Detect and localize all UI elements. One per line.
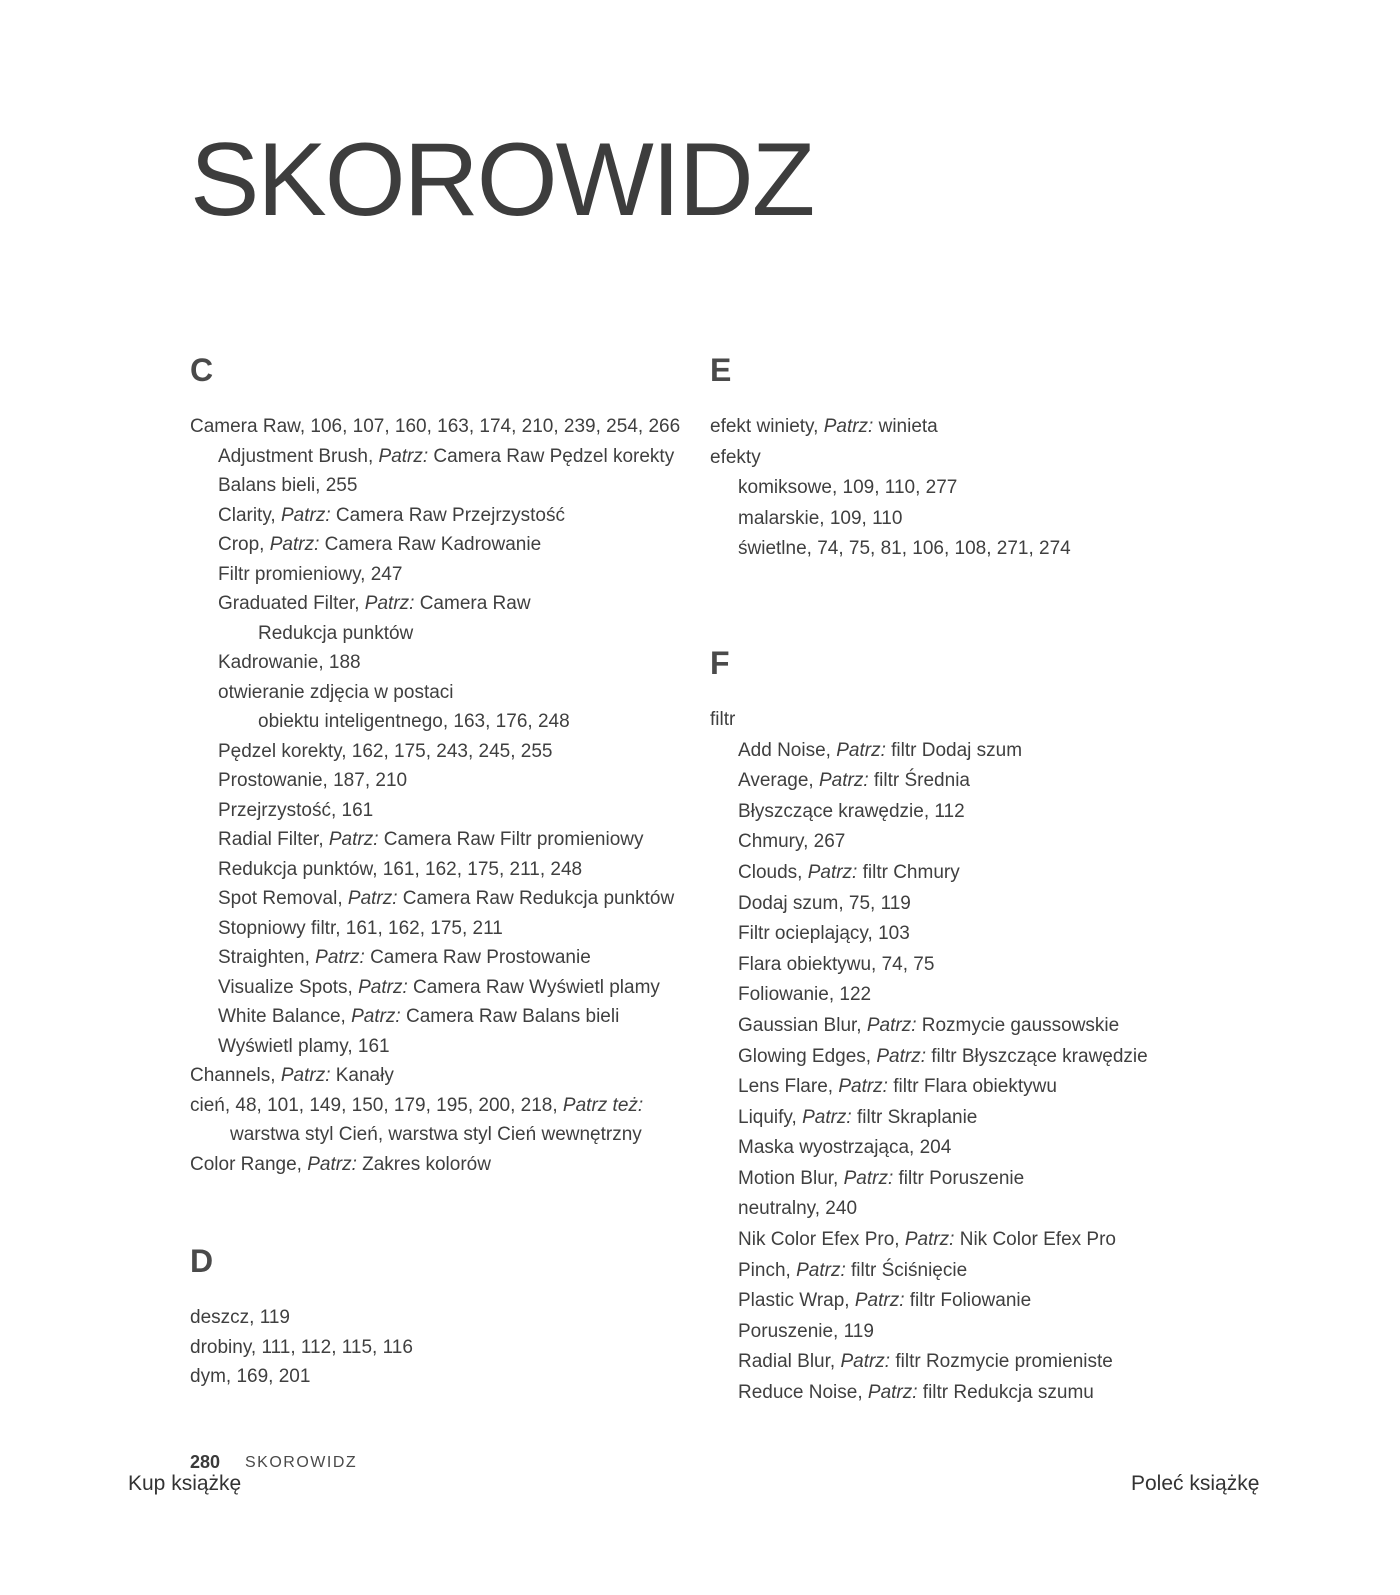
- buy-book-link[interactable]: Kup książkę: [128, 1472, 242, 1495]
- entry-text: Nik Color Efex Pro,: [738, 1229, 905, 1251]
- index-entry: [710, 1072, 1230, 1103]
- entry-text: Liquify,: [738, 1106, 803, 1128]
- index-entry: [710, 1347, 1230, 1378]
- entry-text: Filtr ocieplający, 103: [738, 923, 910, 945]
- entry-text: Nik Color Efex Pro: [954, 1229, 1116, 1251]
- entry-text: winieta: [873, 416, 938, 437]
- entry-text: efekt winiety,: [710, 416, 824, 437]
- entry-text: neutralny, 240: [738, 1198, 858, 1220]
- index-entry: [710, 412, 1230, 443]
- index-entry: [190, 1333, 690, 1363]
- index-section-f: [710, 643, 1230, 1409]
- index-entry: [190, 1032, 690, 1062]
- entry-text: Redukcja punktów, 161, 162, 175, 211, 248: [218, 858, 583, 880]
- entry-text: Adjustment Brush,: [218, 445, 379, 467]
- see-reference: Patrz też:: [562, 1094, 644, 1116]
- see-reference: Patrz:: [854, 1290, 905, 1312]
- entry-text: Maska wyostrzająca, 204: [738, 1137, 952, 1159]
- entry-text: deszcz, 119: [190, 1307, 290, 1328]
- entry-text: filtr Flara obiektywu: [887, 1076, 1057, 1098]
- entry-text: filtr Redukcja szumu: [917, 1382, 1094, 1404]
- entry-text: Radial Filter,: [218, 829, 329, 850]
- index-entries: [710, 705, 1230, 1409]
- entry-text: Balans bieli, 255: [218, 475, 358, 496]
- index-entry: [710, 1011, 1230, 1042]
- index-entry: [190, 412, 690, 442]
- index-column-right: [710, 350, 1230, 1409]
- entry-text: Clouds,: [738, 861, 808, 883]
- entry-text: Poruszenie, 119: [738, 1320, 874, 1342]
- entry-text: Zakres kolorów: [356, 1153, 491, 1175]
- index-entries: [710, 412, 1230, 565]
- see-reference: Patrz:: [796, 1259, 846, 1281]
- entry-text: filtr Średnia: [868, 770, 970, 792]
- index-entries: [190, 412, 690, 1179]
- index-entry: [190, 796, 690, 826]
- index-entry: [190, 648, 690, 678]
- entry-text: Camera Raw Wyświetl plamy: [407, 976, 660, 998]
- index-entry: [710, 797, 1230, 828]
- entry-text: Spot Removal,: [218, 888, 348, 909]
- entry-text: efekty: [710, 446, 761, 468]
- entry-text: Channels,: [190, 1065, 281, 1086]
- index-entry: [710, 1133, 1230, 1164]
- see-reference: Patrz:: [876, 1045, 926, 1067]
- entry-text: Gaussian Blur,: [738, 1014, 867, 1036]
- entry-text: Average,: [738, 770, 819, 792]
- entry-text: otwieranie zdjęcia w postaci: [218, 681, 454, 703]
- entry-text: Clarity,: [218, 504, 281, 526]
- index-entry: [710, 1042, 1230, 1073]
- index-entry: [190, 943, 690, 973]
- page-number: 280: [190, 1452, 221, 1472]
- entry-text: Pędzel korekty, 162, 175, 243, 245, 255: [218, 740, 553, 762]
- entry-text: Lens Flare,: [738, 1076, 839, 1098]
- index-entry: [190, 530, 690, 560]
- index-entry: [190, 1150, 690, 1180]
- index-entry: [710, 1103, 1230, 1134]
- entry-text: malarskie, 109, 110: [738, 507, 903, 529]
- entry-text: Camera Raw Filtr promieniowy: [378, 829, 644, 850]
- index-entry: [190, 1091, 690, 1121]
- running-head: SKOROWIDZ: [245, 1454, 358, 1471]
- entry-text: Camera Raw Pędzel korekty: [428, 445, 675, 467]
- index-entry: [710, 766, 1230, 797]
- index-section-e: [710, 350, 1230, 565]
- see-reference: Patrz:: [904, 1229, 955, 1251]
- entry-text: Radial Blur,: [738, 1351, 841, 1373]
- entry-text: cień, 48, 101, 149, 150, 179, 195, 200, 218,: [190, 1094, 563, 1116]
- index-entry: [710, 858, 1230, 889]
- see-reference: Patrz:: [867, 1382, 918, 1404]
- entry-text: komiksowe, 109, 110, 277: [738, 477, 958, 499]
- entry-text: Stopniowy filtr, 161, 162, 175, 211: [218, 917, 503, 939]
- entry-text: filtr Rozmycie promieniste: [890, 1351, 1113, 1373]
- see-reference: Patrz:: [840, 1351, 891, 1373]
- entry-text: Add Noise,: [738, 739, 837, 761]
- entry-text: Visualize Spots,: [218, 976, 359, 998]
- see-reference: Patrz:: [280, 504, 331, 526]
- index-section-d: [190, 1241, 690, 1392]
- see-reference: Patrz:: [378, 445, 429, 467]
- index-entry: [190, 973, 690, 1003]
- index-entry: [710, 443, 1230, 474]
- entry-text: Camera Raw: [414, 593, 531, 614]
- entry-text: Kanały: [330, 1065, 394, 1086]
- index-entry: [710, 1194, 1230, 1225]
- entry-text: świetlne, 74, 75, 81, 106, 108, 271, 274: [738, 538, 1071, 560]
- entry-text: Pinch,: [738, 1259, 797, 1281]
- index-entry: [190, 1002, 690, 1032]
- entry-text: Straighten,: [218, 947, 316, 968]
- see-reference: Patrz:: [838, 1076, 888, 1098]
- see-reference: Patrz:: [818, 770, 869, 792]
- index-entry: [190, 707, 690, 737]
- index-entry: [190, 589, 690, 619]
- entry-text: Camera Raw Balans bieli: [400, 1006, 620, 1027]
- see-reference: Patrz:: [328, 829, 379, 850]
- index-entry: [190, 855, 690, 885]
- see-reference: Patrz:: [315, 947, 365, 968]
- see-reference: Patrz:: [802, 1106, 852, 1128]
- see-reference: Patrz:: [280, 1065, 331, 1086]
- index-entry: [190, 737, 690, 767]
- index-entry: [190, 884, 690, 914]
- entry-text: filtr Ściśnięcie: [845, 1259, 968, 1281]
- entry-text: filtr Błyszczące krawędzie: [925, 1045, 1148, 1067]
- index-entry: [710, 534, 1230, 565]
- see-reference: Patrz:: [364, 593, 415, 614]
- index-entry: [710, 1317, 1230, 1348]
- entry-text: Chmury, 267: [738, 831, 846, 853]
- entry-text: Camera Raw Redukcja punktów: [397, 888, 675, 909]
- entry-text: drobiny, 111, 112, 115, 116: [190, 1336, 413, 1358]
- see-reference: Patrz:: [347, 888, 398, 909]
- entry-text: Plastic Wrap,: [738, 1290, 855, 1312]
- index-entry: [190, 1061, 690, 1091]
- entry-text: filtr Dodaj szum: [885, 739, 1023, 761]
- see-reference: Patrz:: [358, 976, 408, 998]
- entry-text: Camera Raw Prostowanie: [364, 947, 591, 968]
- index-entry: [710, 705, 1230, 736]
- index-entry: [710, 736, 1230, 767]
- entry-text: Motion Blur,: [738, 1167, 844, 1189]
- section-letter: D: [190, 1243, 214, 1279]
- entry-text: obiektu inteligentnego, 163, 176, 248: [258, 711, 570, 732]
- index-entries: [190, 1303, 690, 1392]
- index-entry: [710, 1256, 1230, 1287]
- entry-text: Filtr promieniowy, 247: [218, 563, 403, 585]
- entry-text: Dodaj szum, 75, 119: [738, 892, 911, 914]
- see-reference: Patrz:: [836, 739, 886, 761]
- index-entry: [710, 919, 1230, 950]
- see-reference: Patrz:: [307, 1153, 357, 1175]
- entry-text: Reduce Noise,: [738, 1382, 868, 1404]
- index-entry: [710, 1225, 1230, 1256]
- entry-text: dym, 169, 201: [190, 1366, 311, 1387]
- page-title: SKOROWIDZ: [190, 122, 814, 238]
- entry-text: filtr Foliowanie: [904, 1290, 1032, 1312]
- index-entry: [190, 914, 690, 944]
- entry-text: Camera Raw Kadrowanie: [319, 534, 542, 555]
- entry-text: Glowing Edges,: [738, 1045, 877, 1067]
- index-entry: [190, 1362, 690, 1392]
- index-section-c: [190, 350, 690, 1179]
- index-entry: [710, 1164, 1230, 1195]
- entry-text: filtr: [710, 708, 736, 730]
- see-reference: Patrz:: [269, 534, 320, 555]
- entry-text: Foliowanie, 122: [738, 984, 872, 1006]
- index-entry: [190, 619, 690, 649]
- entry-text: Camera Raw Przejrzystość: [330, 504, 565, 526]
- entry-text: Rozmycie gaussowskie: [916, 1014, 1120, 1036]
- see-reference: Patrz:: [843, 1167, 894, 1189]
- entry-text: White Balance,: [218, 1006, 352, 1027]
- index-entry: [190, 766, 690, 796]
- index-entry: [710, 473, 1230, 504]
- entry-text: Kadrowanie, 188: [218, 652, 361, 673]
- section-letter: C: [190, 352, 214, 388]
- index-entry: [190, 560, 690, 590]
- recommend-book-link[interactable]: Poleć książkę: [1131, 1472, 1260, 1495]
- index-entry: [190, 825, 690, 855]
- see-reference: Patrz:: [866, 1014, 917, 1036]
- index-entry: [710, 504, 1230, 535]
- entry-text: Redukcja punktów: [258, 622, 414, 644]
- index-entry: [710, 1378, 1230, 1409]
- entry-text: warstwa styl Cień, warstwa styl Cień wewnętrzny: [230, 1124, 642, 1145]
- section-letter: F: [710, 644, 730, 681]
- see-reference: Patrz:: [351, 1006, 401, 1027]
- entry-text: Color Range,: [190, 1153, 308, 1175]
- index-entry: [710, 950, 1230, 981]
- section-letter: E: [710, 352, 732, 388]
- entry-text: Błyszczące krawędzie, 112: [738, 800, 965, 822]
- index-entry: [190, 442, 690, 472]
- entry-text: filtr Poruszenie: [893, 1167, 1025, 1189]
- see-reference: Patrz:: [807, 861, 858, 883]
- entry-text: Graduated Filter,: [218, 593, 365, 614]
- entry-text: Camera Raw, 106, 107, 160, 163, 174, 210, 239, 254, 266: [190, 416, 681, 437]
- see-reference: Patrz:: [823, 416, 874, 437]
- index-column-left: [190, 350, 690, 1392]
- index-entry: [190, 471, 690, 501]
- index-entry: [710, 827, 1230, 858]
- index-entry: [710, 889, 1230, 920]
- index-entry: [190, 678, 690, 708]
- index-entry: [710, 1286, 1230, 1317]
- entry-text: Przejrzystość, 161: [218, 799, 374, 821]
- index-entry: [710, 980, 1230, 1011]
- index-entry: [190, 501, 690, 531]
- entry-text: Wyświetl plamy, 161: [218, 1035, 390, 1057]
- index-entry: [190, 1303, 690, 1333]
- entry-text: Flara obiektywu, 74, 75: [738, 953, 935, 975]
- entry-text: Crop,: [218, 534, 270, 555]
- index-entry: [190, 1120, 690, 1150]
- entry-text: filtr Chmury: [857, 861, 960, 883]
- entry-text: filtr Skraplanie: [851, 1106, 978, 1128]
- entry-text: Prostowanie, 187, 210: [218, 770, 408, 791]
